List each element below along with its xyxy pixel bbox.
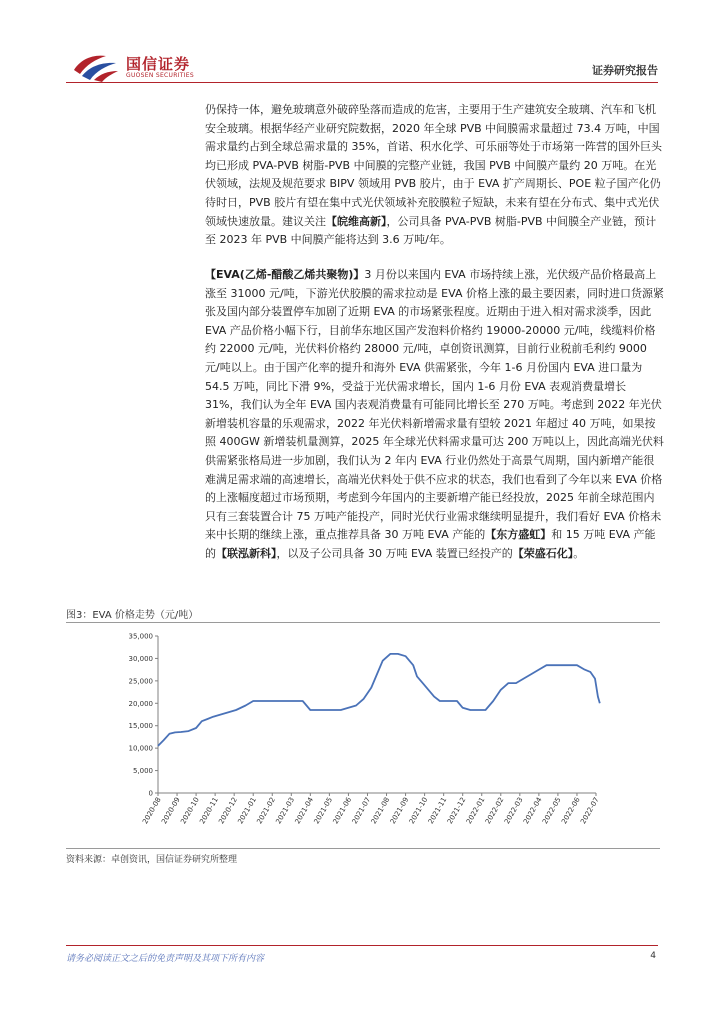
logo-english-name: GUOSEN SECURITIES: [126, 72, 195, 79]
x-tick-label: 2021-10: [407, 796, 430, 826]
header-divider: [66, 82, 658, 83]
x-tick-label: 2022-07: [579, 796, 601, 826]
y-tick-label: 5,000: [132, 767, 153, 776]
x-tick-label: 2021-12: [445, 796, 468, 826]
page-number: 4: [650, 951, 656, 961]
x-tick-label: 2021-08: [369, 796, 392, 826]
x-tick-label: 2022-01: [464, 796, 487, 826]
report-type-label: 证券研究报告: [592, 64, 658, 77]
x-tick-label: 2021-04: [293, 796, 316, 826]
paragraph-text: 。: [573, 546, 585, 560]
y-tick-label: 20,000: [128, 699, 153, 708]
company-highlight: 【皖维高新】: [326, 214, 387, 228]
x-tick-label: 2020-08: [141, 796, 163, 826]
y-tick-label: 0: [148, 789, 153, 798]
figure-title: 图3：EVA 价格走势（元/吨）: [66, 610, 199, 621]
x-tick-label: 2022-06: [560, 796, 582, 826]
figure-bottom-divider: [66, 848, 660, 849]
company-highlight: 【联泓新科】: [216, 546, 277, 560]
x-tick-label: 2021-01: [236, 796, 258, 826]
company-highlight: 【荣盛石化】: [512, 546, 574, 560]
logo-chinese-name: 国信证券: [126, 55, 191, 73]
x-tick-label: 2020-12: [217, 796, 239, 826]
x-tick-label: 2020-10: [179, 796, 201, 826]
paragraph-text: ，公司具备 PVA-PVB 树脂-PVB 中间膜全产业链，预计至 2023 年 PVB 中间膜产能将达到 3.6 万吨/年。: [205, 214, 657, 247]
y-tick-label: 35,000: [128, 632, 153, 641]
paragraph-pvb: [205, 101, 665, 250]
x-tick-label: 2022-05: [541, 796, 563, 826]
x-tick-label: 2022-03: [503, 796, 525, 826]
company-highlight: 【东方盛虹】: [485, 528, 552, 542]
x-tick-label: 2021-09: [388, 796, 411, 826]
paragraph-eva: [205, 266, 665, 564]
guosen-logo-icon: [72, 50, 120, 82]
x-tick-label: 2021-02: [255, 796, 277, 826]
x-tick-label: 2021-03: [274, 796, 297, 826]
y-tick-label: 10,000: [128, 744, 153, 753]
y-tick-label: 30,000: [128, 654, 153, 663]
x-tick-label: 2020-09: [160, 796, 182, 826]
footer-divider: [66, 945, 658, 946]
guosen-logo: [72, 50, 222, 82]
x-tick-label: 2021-07: [350, 796, 373, 826]
disclaimer-link[interactable]: 请务必阅读正文之后的免责声明及其项下所有内容: [66, 954, 265, 964]
x-tick-label: 2021-11: [426, 796, 449, 826]
x-tick-label: 2022-02: [483, 796, 506, 826]
paragraph-text: 和 15 万吨 EVA 产能的: [205, 528, 656, 560]
x-tick-label: 2021-06: [331, 796, 354, 826]
figure-top-divider: [66, 622, 660, 623]
y-tick-label: 15,000: [128, 722, 153, 731]
y-tick-label: 25,000: [128, 677, 153, 686]
paragraph-text: 仍保持一体，避免玻璃意外破碎坠落而造成的危害，主要用于生产建筑安全玻璃、汽车和飞机安全玻璃。根据华经产业研究院数据，2020 年全球 PVB 中间膜需求量超过 73.4 万吨，中国需求量约占到全球总需求量的 35%，首诺、积水化学、可乐丽等处于市场第一阵营的国外巨头均已形成 PVA-PVB 树脂-PVB 中间膜的完整产业链，我国 PVB 中间膜产量约 20 万吨。在光伏领域，法规及规范要求 BIPV 领域用 PVB 胶片，由于 EVA 扩产周期长、POE 粒子国产化仍待时日，PVB 胶片有望在集中式光伏领域补充胶膜粒子短缺，未来有望在分布式、集中式光伏领域快速放量。建议关注: [205, 103, 662, 228]
x-tick-label: 2021-05: [312, 796, 335, 826]
figure-source: 资料来源：卓创资讯，国信证券研究所整理: [66, 855, 238, 865]
paragraph-text: 3 月份以来国内 EVA 市场持续上涨，光伏级产品价格最高上涨至 31000 元/吨，下游光伏胶膜的需求拉动是 EVA 价格上涨的最主要因素，同时进口货源紧张及国内部分装置停车加剧了近期 EVA 的市场紧张程度。近期由于进入相对需求淡季，因此 EVA 产品价格小幅下行，目前华东地区国产发泡料价格约 19000-20000 元/吨，线缆料价格约 22000 元/吨，光伏料价格约 28000 元/吨，卓创资讯测算，目前行业税前毛利约 9000 元/吨以上。由于国产化率的提升和海外 EVA 供需紧张，今年 1-6 月份国内 EVA 进口量为 54.5 万吨，同比下滑 9%，受益于光伏需求增长，国内 1-6 月份 EVA 表观消费量增长 31%，我们认为全年 EVA 国内表观消费量有可能同比增长至 270 万吨。考虑到 2022 年光伏新增装机容量的乐观需求，2022 年光伏料新增需求量有望较 2021 年超过 40 万吨，如果按照 400GW 新增装机量测算，2025 年全球光伏料需求量可达 200 万吨以上，因此高端光伏料供需紧张格局进一步加剧，我们认为 2 年内 EVA 行业仍然处于高景气周期，国内新增产能很难满足需求端的高速增长，高端光伏料处于供不应求的状态，我们也看到了今年以来 EVA 价格的上涨幅度超过市场预期，考虑到今年国内的主要新增产能已经投放，2025 年前全球范围内只有三套装置合计 75 万吨产能投产，同时光伏行业需求继续明显提升，我们看好 EVA 价格未来中长期的继续上涨，重点推荐具备 30 万吨 EVA 产能的: [205, 268, 664, 542]
company-highlight: 【EVA(乙烯-醋酸乙烯共聚物)】: [205, 268, 365, 281]
x-tick-label: 2022-04: [522, 796, 544, 826]
paragraph-text: ，以及子公司具备 30 万吨 EVA 装置已经投产的: [276, 546, 513, 560]
eva-price-chart: [100, 628, 620, 846]
series-line-eva: [158, 654, 600, 746]
page-header: [0, 0, 724, 90]
x-tick-label: 2020-11: [198, 796, 220, 826]
